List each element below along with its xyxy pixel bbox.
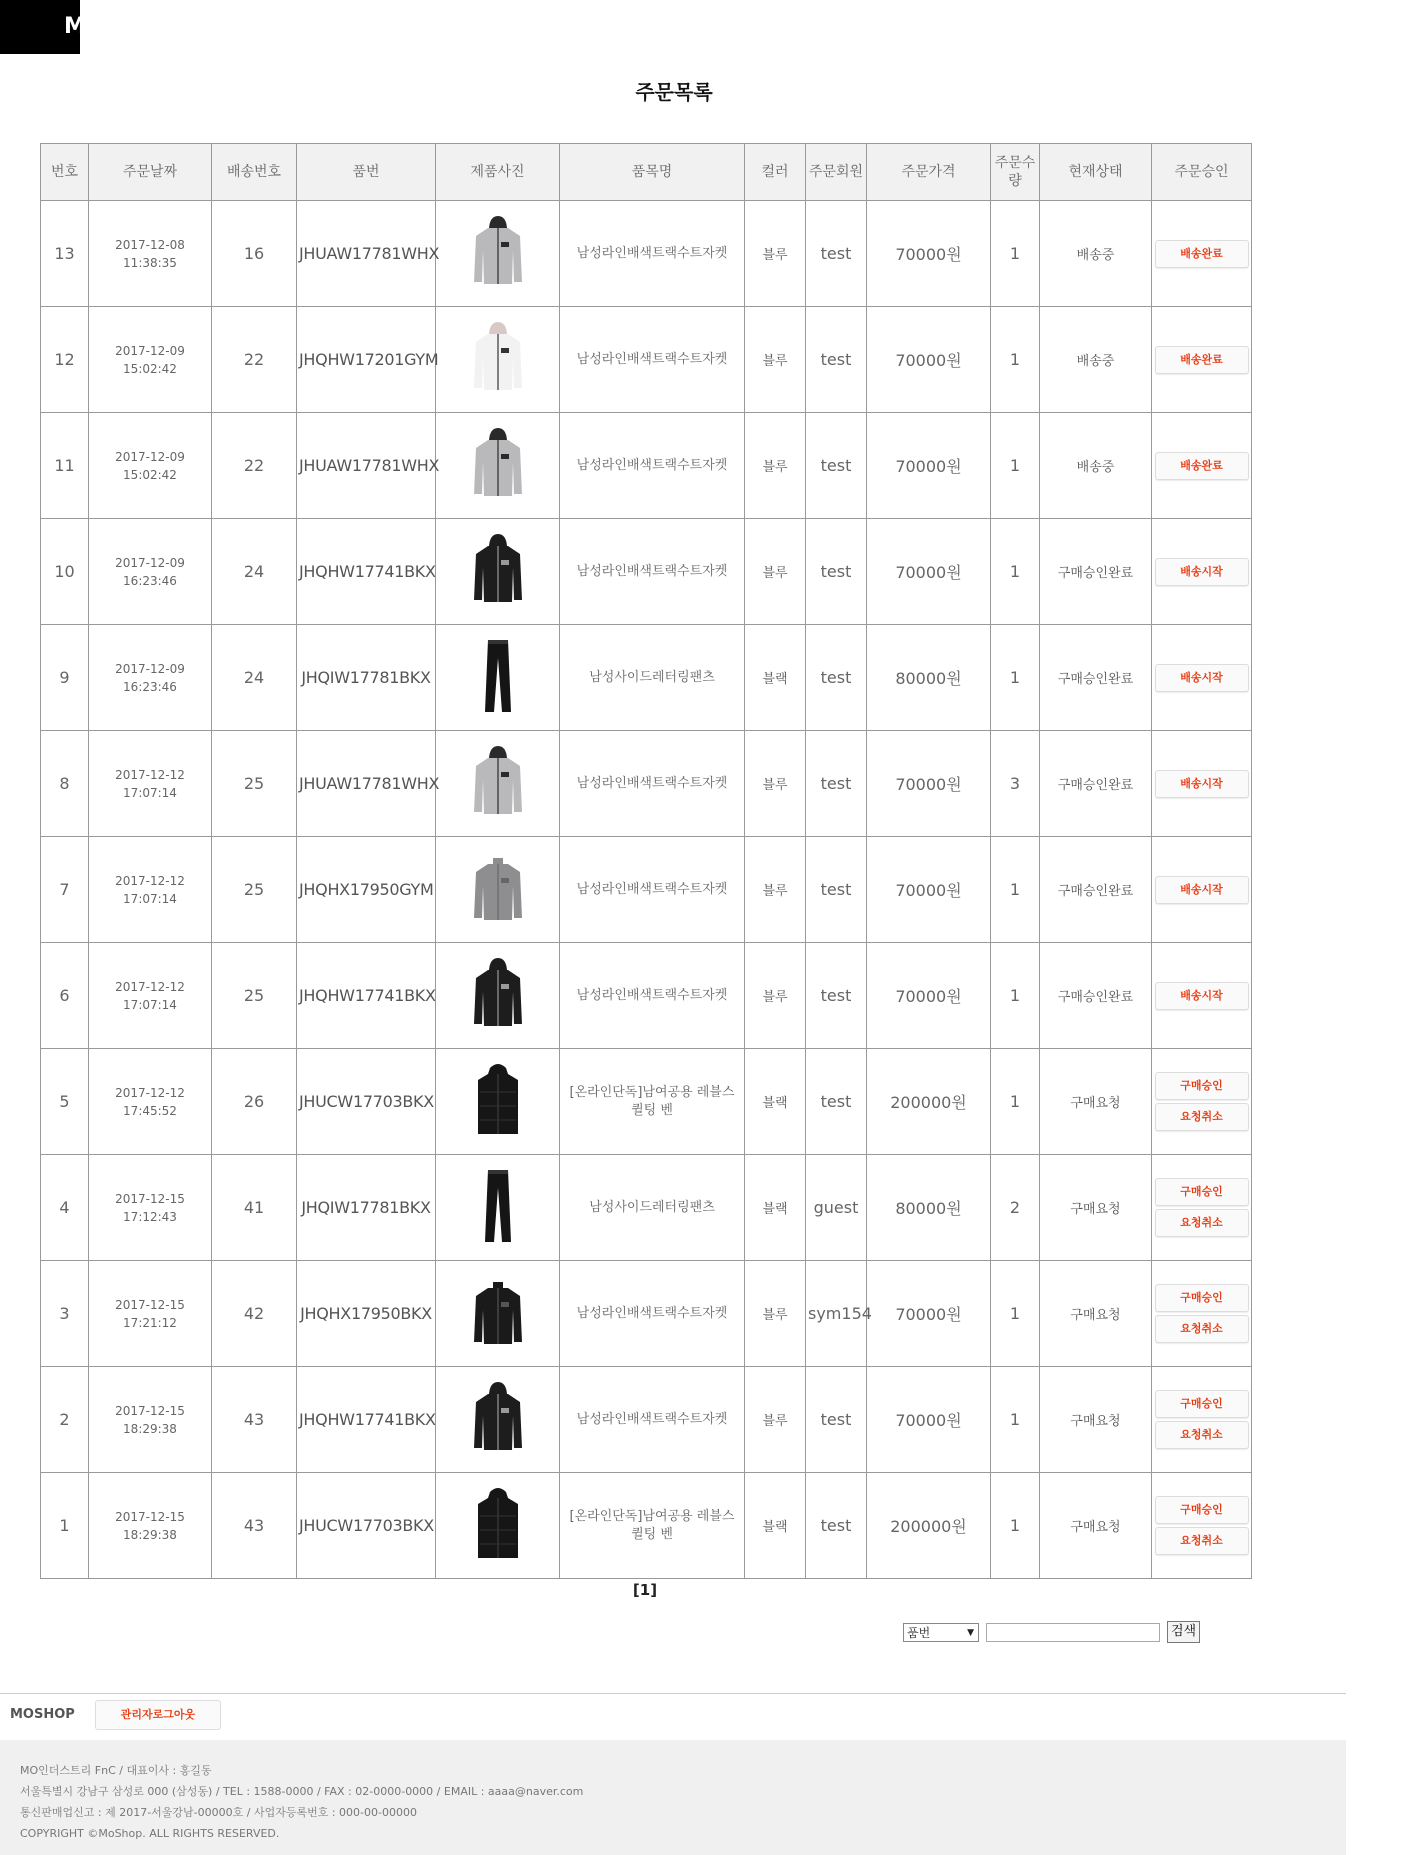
order-time: 17:07:14 xyxy=(123,891,177,906)
product-photo[interactable] xyxy=(438,1272,557,1356)
approve-purchase-button[interactable]: 구매승인 xyxy=(1155,1072,1249,1100)
product-color: 블랙 xyxy=(745,625,806,731)
table-row xyxy=(41,1049,1252,1155)
order-actions xyxy=(1152,201,1252,307)
order-date: 2017-12-15 xyxy=(115,1509,185,1524)
approve-purchase-button[interactable]: 구매승인 xyxy=(1155,1390,1249,1418)
shipping-no: 43 xyxy=(212,1367,297,1473)
product-color: 블루 xyxy=(745,943,806,1049)
footer-copyright-line: COPYRIGHT ©MoShop. ALL RIGHTS RESERVED. xyxy=(20,1827,280,1840)
product-color: 블랙 xyxy=(745,1473,806,1579)
product-color: 블루 xyxy=(745,413,806,519)
order-date: 2017-12-09 xyxy=(115,449,185,464)
table-row xyxy=(41,625,1252,731)
product-name: 남성라인배색트랙수트자켓 xyxy=(560,943,745,1049)
product-photo-cell xyxy=(436,625,560,731)
order-status: 구매승인완료 xyxy=(1040,837,1152,943)
shipping-no: 25 xyxy=(212,837,297,943)
order-time: 15:02:42 xyxy=(123,467,177,482)
table-row xyxy=(41,1261,1252,1367)
order-date: 2017-12-12 xyxy=(115,979,185,994)
order-member: sym154 xyxy=(806,1261,867,1367)
shipping-no: 22 xyxy=(212,307,297,413)
order-price: 70000원 xyxy=(867,307,991,413)
order-member: test xyxy=(806,1049,867,1155)
product-photo[interactable] xyxy=(438,1060,557,1144)
order-member: test xyxy=(806,625,867,731)
order-member: test xyxy=(806,307,867,413)
order-actions xyxy=(1152,413,1252,519)
order-no: 10 xyxy=(41,519,89,625)
start-delivery-button[interactable]: 배송시작 xyxy=(1155,664,1249,692)
order-no: 13 xyxy=(41,201,89,307)
order-time: 15:02:42 xyxy=(123,361,177,376)
pagination[interactable]: [1] xyxy=(632,1581,658,1599)
order-date: 2017-12-15 xyxy=(115,1297,185,1312)
product-color: 블루 xyxy=(745,519,806,625)
order-qty: 1 xyxy=(991,201,1040,307)
complete-delivery-button[interactable]: 배송완료 xyxy=(1155,346,1249,374)
cancel-request-button[interactable]: 요청취소 xyxy=(1155,1103,1249,1131)
page-title: 주문목록 xyxy=(635,80,713,104)
order-price: 70000원 xyxy=(867,413,991,519)
order-price: 70000원 xyxy=(867,837,991,943)
product-name: 남성라인배색트랙수트자켓 xyxy=(560,307,745,413)
product-photo-cell xyxy=(436,1473,560,1579)
order-actions xyxy=(1152,1367,1252,1473)
order-qty: 2 xyxy=(991,1155,1040,1261)
product-code: JHUCW17703BKX xyxy=(297,1049,436,1155)
order-date: 2017-12-12 xyxy=(115,873,185,888)
order-qty: 1 xyxy=(991,1049,1040,1155)
order-date: 2017-12-09 xyxy=(115,661,185,676)
order-datetime xyxy=(89,837,212,943)
order-member: guest xyxy=(806,1155,867,1261)
product-name: 남성라인배색트랙수트자켓 xyxy=(560,1367,745,1473)
product-color: 블루 xyxy=(745,1261,806,1367)
product-photo-cell xyxy=(436,837,560,943)
order-status: 구매요청 xyxy=(1040,1261,1152,1367)
order-qty: 1 xyxy=(991,519,1040,625)
order-datetime xyxy=(89,1261,212,1367)
product-photo[interactable] xyxy=(438,954,557,1038)
order-datetime xyxy=(89,413,212,519)
order-no: 2 xyxy=(41,1367,89,1473)
order-qty: 1 xyxy=(991,943,1040,1049)
col-header-photo: 제품사진 xyxy=(436,144,560,201)
order-no: 5 xyxy=(41,1049,89,1155)
order-time: 17:21:12 xyxy=(123,1315,177,1330)
product-name: 남성사이드레터링팬츠 xyxy=(560,1155,745,1261)
order-actions xyxy=(1152,1261,1252,1367)
shipping-no: 24 xyxy=(212,625,297,731)
shipping-no: 43 xyxy=(212,1473,297,1579)
order-date: 2017-12-12 xyxy=(115,767,185,782)
order-member: test xyxy=(806,943,867,1049)
order-status: 구매요청 xyxy=(1040,1049,1152,1155)
product-name: 남성라인배색트랙수트자켓 xyxy=(560,413,745,519)
order-actions xyxy=(1152,1155,1252,1261)
product-name: [온라인단독]남여공용 레블스 퀼팅 벤 xyxy=(560,1049,745,1155)
col-header-color: 컬러 xyxy=(745,144,806,201)
product-name: 남성라인배색트랙수트자켓 xyxy=(560,1261,745,1367)
order-status: 구매승인완료 xyxy=(1040,625,1152,731)
order-date: 2017-12-15 xyxy=(115,1403,185,1418)
start-delivery-button[interactable]: 배송시작 xyxy=(1155,982,1249,1010)
product-color: 블루 xyxy=(745,1367,806,1473)
product-code: JHQHW17741BKX xyxy=(297,943,436,1049)
order-status: 구매요청 xyxy=(1040,1473,1152,1579)
order-member: test xyxy=(806,837,867,943)
product-photo-cell xyxy=(436,731,560,837)
search-bar xyxy=(903,1621,1200,1643)
table-row xyxy=(41,307,1252,413)
order-time: 18:29:38 xyxy=(123,1421,177,1436)
orders-table xyxy=(40,143,1252,1579)
search-input[interactable] xyxy=(986,1623,1160,1642)
footer-registration-line: 통신판매업신고 : 제 2017-서울강남-00000호 / 사업자등록번호 : 000-00-00000 xyxy=(20,1806,417,1819)
order-datetime xyxy=(89,201,212,307)
product-photo[interactable] xyxy=(438,1484,557,1568)
order-no: 4 xyxy=(41,1155,89,1261)
order-status: 구매승인완료 xyxy=(1040,731,1152,837)
shipping-no: 41 xyxy=(212,1155,297,1261)
product-photo[interactable] xyxy=(438,212,557,296)
start-delivery-button[interactable]: 배송시작 xyxy=(1155,770,1249,798)
order-price: 70000원 xyxy=(867,731,991,837)
order-price: 80000원 xyxy=(867,1155,991,1261)
cancel-request-button[interactable]: 요청취소 xyxy=(1155,1209,1249,1237)
product-photo-cell xyxy=(436,1155,560,1261)
product-photo-cell xyxy=(436,1367,560,1473)
order-actions xyxy=(1152,519,1252,625)
col-header-no: 번호 xyxy=(41,144,89,201)
product-code: JHUAW17781WHX xyxy=(297,201,436,307)
order-date: 2017-12-08 xyxy=(115,237,185,252)
order-actions xyxy=(1152,307,1252,413)
order-qty: 1 xyxy=(991,1261,1040,1367)
product-code: JHQIW17781BKX xyxy=(297,625,436,731)
order-datetime xyxy=(89,307,212,413)
order-no: 12 xyxy=(41,307,89,413)
order-time: 16:23:46 xyxy=(123,679,177,694)
order-actions xyxy=(1152,625,1252,731)
product-code: JHQHW17201GYM xyxy=(297,307,436,413)
table-row xyxy=(41,1473,1252,1579)
product-photo-cell xyxy=(436,307,560,413)
order-price: 80000원 xyxy=(867,625,991,731)
order-actions xyxy=(1152,837,1252,943)
shipping-no: 25 xyxy=(212,943,297,1049)
order-qty: 1 xyxy=(991,625,1040,731)
order-qty: 1 xyxy=(991,413,1040,519)
col-header-status: 현재상태 xyxy=(1040,144,1152,201)
product-color: 블랙 xyxy=(745,1049,806,1155)
table-row xyxy=(41,943,1252,1049)
order-price: 70000원 xyxy=(867,943,991,1049)
product-photo[interactable] xyxy=(438,530,557,614)
order-time: 17:12:43 xyxy=(123,1209,177,1224)
order-no: 7 xyxy=(41,837,89,943)
order-status: 배송중 xyxy=(1040,201,1152,307)
table-row xyxy=(41,1367,1252,1473)
cancel-request-button[interactable]: 요청취소 xyxy=(1155,1315,1249,1343)
product-name: 남성라인배색트랙수트자켓 xyxy=(560,201,745,307)
order-date: 2017-12-09 xyxy=(115,343,185,358)
order-datetime xyxy=(89,1155,212,1261)
product-code: JHUAW17781WHX xyxy=(297,413,436,519)
product-color: 블루 xyxy=(745,307,806,413)
footer-brand: MOSHOP xyxy=(10,1707,75,1722)
table-row xyxy=(41,1155,1252,1261)
order-time: 17:45:52 xyxy=(123,1103,177,1118)
product-code: JHQHX17950GYM xyxy=(297,837,436,943)
order-datetime xyxy=(89,1367,212,1473)
product-name: 남성라인배색트랙수트자켓 xyxy=(560,519,745,625)
order-status: 배송중 xyxy=(1040,307,1152,413)
complete-delivery-button[interactable]: 배송완료 xyxy=(1155,240,1249,268)
order-member: test xyxy=(806,1473,867,1579)
order-qty: 3 xyxy=(991,731,1040,837)
order-price: 70000원 xyxy=(867,201,991,307)
start-delivery-button[interactable]: 배송시작 xyxy=(1155,558,1249,586)
search-button[interactable]: 검색 xyxy=(1167,1621,1200,1643)
col-header-price: 주문가격 xyxy=(867,144,991,201)
approve-purchase-button[interactable]: 구매승인 xyxy=(1155,1284,1249,1312)
order-no: 1 xyxy=(41,1473,89,1579)
product-photo-cell xyxy=(436,1049,560,1155)
order-member: test xyxy=(806,413,867,519)
footer-divider xyxy=(0,1693,1346,1694)
table-row xyxy=(41,519,1252,625)
complete-delivery-button[interactable]: 배송완료 xyxy=(1155,452,1249,480)
col-header-qty: 주문수량 xyxy=(991,144,1040,201)
order-price: 70000원 xyxy=(867,1367,991,1473)
table-row xyxy=(41,413,1252,519)
order-actions xyxy=(1152,1049,1252,1155)
order-time: 17:07:14 xyxy=(123,785,177,800)
order-no: 3 xyxy=(41,1261,89,1367)
shipping-no: 16 xyxy=(212,201,297,307)
product-color: 블랙 xyxy=(745,1155,806,1261)
product-name: 남성라인배색트랙수트자켓 xyxy=(560,837,745,943)
order-date: 2017-12-12 xyxy=(115,1085,185,1100)
order-no: 11 xyxy=(41,413,89,519)
order-status: 구매요청 xyxy=(1040,1367,1152,1473)
order-qty: 1 xyxy=(991,307,1040,413)
order-member: test xyxy=(806,201,867,307)
order-actions xyxy=(1152,943,1252,1049)
order-status: 배송중 xyxy=(1040,413,1152,519)
product-code: JHQHX17950BKX xyxy=(297,1261,436,1367)
order-qty: 1 xyxy=(991,837,1040,943)
order-status: 구매요청 xyxy=(1040,1155,1152,1261)
product-photo[interactable] xyxy=(438,1378,557,1462)
order-price: 70000원 xyxy=(867,519,991,625)
product-photo-cell xyxy=(436,519,560,625)
start-delivery-button[interactable]: 배송시작 xyxy=(1155,876,1249,904)
table-header-row xyxy=(41,144,1252,201)
search-field-select[interactable] xyxy=(903,1623,979,1642)
product-photo[interactable] xyxy=(438,636,557,720)
order-price: 70000원 xyxy=(867,1261,991,1367)
order-datetime xyxy=(89,1049,212,1155)
product-photo[interactable] xyxy=(438,424,557,508)
product-code: JHQHW17741BKX xyxy=(297,1367,436,1473)
product-color: 블루 xyxy=(745,201,806,307)
footer-address-line: 서울특별시 강남구 삼성로 000 (삼성동) / TEL : 1588-0000 / FAX : 02-0000-0000 / EMAIL : aaaa@naver.com xyxy=(20,1785,584,1798)
footer-info xyxy=(0,1740,1346,1855)
order-status: 구매승인완료 xyxy=(1040,943,1152,1049)
shipping-no: 24 xyxy=(212,519,297,625)
order-member: test xyxy=(806,519,867,625)
order-no: 8 xyxy=(41,731,89,837)
table-row xyxy=(41,201,1252,307)
order-time: 17:07:14 xyxy=(123,997,177,1012)
order-status: 구매승인완료 xyxy=(1040,519,1152,625)
shipping-no: 42 xyxy=(212,1261,297,1367)
product-photo[interactable] xyxy=(438,848,557,932)
order-date: 2017-12-09 xyxy=(115,555,185,570)
table-row xyxy=(41,837,1252,943)
product-code: JHQIW17781BKX xyxy=(297,1155,436,1261)
order-date: 2017-12-15 xyxy=(115,1191,185,1206)
order-member: test xyxy=(806,731,867,837)
approve-purchase-button[interactable]: 구매승인 xyxy=(1155,1178,1249,1206)
product-photo-cell xyxy=(436,943,560,1049)
product-name: 남성라인배색트랙수트자켓 xyxy=(560,731,745,837)
admin-logout-button[interactable]: 관리자로그아웃 xyxy=(95,1700,221,1730)
product-code: JHQHW17741BKX xyxy=(297,519,436,625)
col-header-date: 주문날짜 xyxy=(89,144,212,201)
order-datetime xyxy=(89,731,212,837)
col-header-approve: 주문승인 xyxy=(1152,144,1252,201)
chevron-down-icon: ▼ xyxy=(967,1627,974,1638)
order-no: 6 xyxy=(41,943,89,1049)
search-field-selected: 품번 xyxy=(907,1625,931,1640)
cancel-request-button[interactable]: 요청취소 xyxy=(1155,1527,1249,1555)
product-code: JHUCW17703BKX xyxy=(297,1473,436,1579)
product-color: 블루 xyxy=(745,837,806,943)
cancel-request-button[interactable]: 요청취소 xyxy=(1155,1421,1249,1449)
col-header-code: 품번 xyxy=(297,144,436,201)
product-photo-cell xyxy=(436,1261,560,1367)
order-price: 200000원 xyxy=(867,1473,991,1579)
product-photo-cell xyxy=(436,413,560,519)
col-header-ship-no: 배송번호 xyxy=(212,144,297,201)
order-price: 200000원 xyxy=(867,1049,991,1155)
product-photo[interactable] xyxy=(438,742,557,826)
col-header-member: 주문회원 xyxy=(806,144,867,201)
product-color: 블루 xyxy=(745,731,806,837)
order-qty: 1 xyxy=(991,1367,1040,1473)
product-name: 남성사이드레터링팬츠 xyxy=(560,625,745,731)
order-qty: 1 xyxy=(991,1473,1040,1579)
shipping-no: 22 xyxy=(212,413,297,519)
order-actions xyxy=(1152,731,1252,837)
order-time: 11:38:35 xyxy=(123,255,177,270)
order-datetime xyxy=(89,625,212,731)
footer-company-line: MO인더스트리 FnC / 대표이사 : 홍길동 xyxy=(20,1764,212,1777)
order-no: 9 xyxy=(41,625,89,731)
order-member: test xyxy=(806,1367,867,1473)
order-time: 18:29:38 xyxy=(123,1527,177,1542)
col-header-name: 품목명 xyxy=(560,144,745,201)
product-photo[interactable] xyxy=(438,1166,557,1250)
product-photo[interactable] xyxy=(438,318,557,402)
order-datetime xyxy=(89,1473,212,1579)
order-actions xyxy=(1152,1473,1252,1579)
order-time: 16:23:46 xyxy=(123,573,177,588)
product-photo-cell xyxy=(436,201,560,307)
shipping-no: 26 xyxy=(212,1049,297,1155)
product-name: [온라인단독]남여공용 레블스 퀼팅 벤 xyxy=(560,1473,745,1579)
approve-purchase-button[interactable]: 구매승인 xyxy=(1155,1496,1249,1524)
order-datetime xyxy=(89,519,212,625)
product-code: JHUAW17781WHX xyxy=(297,731,436,837)
table-row xyxy=(41,731,1252,837)
order-datetime xyxy=(89,943,212,1049)
shipping-no: 25 xyxy=(212,731,297,837)
site-logo[interactable]: M xyxy=(0,0,80,54)
